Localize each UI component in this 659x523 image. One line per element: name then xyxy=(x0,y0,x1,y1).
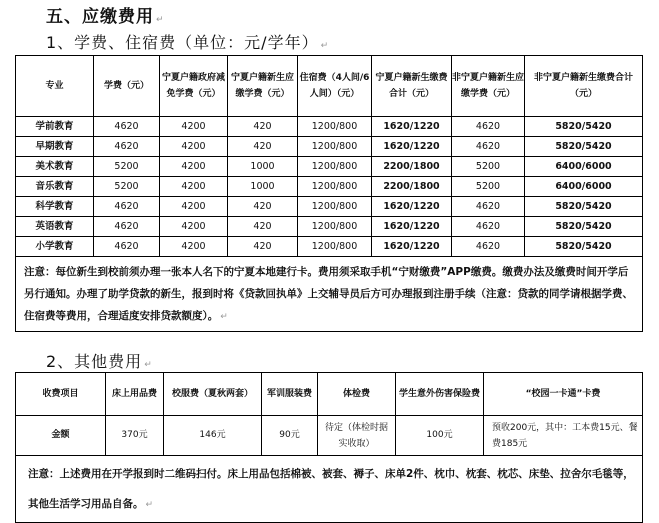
table-row xyxy=(16,157,643,177)
cell-tuition: 4620 xyxy=(94,237,160,257)
cell-dorm-fee: 1200/800 xyxy=(298,197,372,217)
header-fee-item: 收费项目 xyxy=(16,373,106,416)
cell-nonlocal-total: 5820/5420 xyxy=(525,117,643,137)
cell-gov-reduction: 4200 xyxy=(160,157,228,177)
cell-local-tuition: 420 xyxy=(228,197,298,217)
cell-dorm-fee: 1200/800 xyxy=(298,117,372,137)
amount-insurance: 100元 xyxy=(396,416,484,456)
cell-major: 美术教育 xyxy=(16,157,94,177)
cell-local-total: 2200/1800 xyxy=(372,157,452,177)
cell-dorm-fee: 1200/800 xyxy=(298,177,372,197)
cell-major: 英语教育 xyxy=(16,217,94,237)
cell-nonlocal-total: 5820/5420 xyxy=(525,137,643,157)
cell-nonlocal-tuition: 4620 xyxy=(452,197,525,217)
table-row xyxy=(16,217,643,237)
cell-gov-reduction: 4200 xyxy=(160,237,228,257)
header-local-tuition: 宁夏户籍新生应缴学费（元） xyxy=(228,56,298,117)
table-row xyxy=(16,137,643,157)
header-gov-reduction: 宁夏户籍政府减免学费（元） xyxy=(160,56,228,117)
cell-dorm-fee: 1200/800 xyxy=(298,157,372,177)
cell-nonlocal-total: 5820/5420 xyxy=(525,197,643,217)
cell-major: 小学教育 xyxy=(16,237,94,257)
cell-local-tuition: 420 xyxy=(228,117,298,137)
cell-local-total: 1620/1220 xyxy=(372,197,452,217)
amount-uniform: 146元 xyxy=(164,416,262,456)
cell-nonlocal-tuition: 4620 xyxy=(452,237,525,257)
cell-tuition: 4620 xyxy=(94,117,160,137)
header-uniform: 校服费（夏秋两套） xyxy=(164,373,262,416)
cell-local-total: 1620/1220 xyxy=(372,137,452,157)
cell-local-tuition: 420 xyxy=(228,137,298,157)
cell-gov-reduction: 4200 xyxy=(160,177,228,197)
table-row xyxy=(16,177,643,197)
table-header-row xyxy=(16,373,643,416)
header-campus-card: “校园一卡通”卡费 xyxy=(484,373,643,416)
header-medical-exam: 体检费 xyxy=(318,373,396,416)
cell-nonlocal-total: 5820/5420 xyxy=(525,237,643,257)
header-nonlocal-total: 非宁夏户籍新生缴费合计（元） xyxy=(525,56,643,117)
cell-dorm-fee: 1200/800 xyxy=(298,137,372,157)
section-title: 五、应缴费用 ↵ xyxy=(46,7,165,27)
cell-tuition: 4620 xyxy=(94,197,160,217)
table-header-row xyxy=(16,56,643,117)
cell-local-total: 1620/1220 xyxy=(372,217,452,237)
other-fees-table xyxy=(15,372,643,523)
header-military-uniform: 军训服装费 xyxy=(262,373,318,416)
cell-nonlocal-tuition: 5200 xyxy=(452,177,525,197)
amount-medical-exam: 待定（体检时据实收取） xyxy=(318,416,396,456)
subsection-title-other: 2、其他费用 ↵ xyxy=(46,352,153,371)
cell-major: 音乐教育 xyxy=(16,177,94,197)
cell-nonlocal-tuition: 4620 xyxy=(452,117,525,137)
cell-major: 早期教育 xyxy=(16,137,94,157)
header-nonlocal-tuition: 非宁夏户籍新生应缴学费（元） xyxy=(452,56,525,117)
cell-gov-reduction: 4200 xyxy=(160,137,228,157)
tuition-table xyxy=(15,55,643,332)
header-major: 专业 xyxy=(16,56,94,117)
cell-nonlocal-total: 5820/5420 xyxy=(525,217,643,237)
cell-nonlocal-total: 6400/6000 xyxy=(525,177,643,197)
cell-tuition: 5200 xyxy=(94,177,160,197)
table-row xyxy=(16,117,643,137)
amount-campus-card: 预收200元，其中：工本费15元、餐费185元 xyxy=(484,416,643,456)
cell-local-tuition: 1000 xyxy=(228,177,298,197)
header-local-total: 宁夏户籍新生缴费合计（元） xyxy=(372,56,452,117)
cell-major: 科学教育 xyxy=(16,197,94,217)
cell-local-total: 2200/1800 xyxy=(372,177,452,197)
table-row xyxy=(16,197,643,217)
amount-label: 金额 xyxy=(16,416,106,456)
cell-nonlocal-total: 6400/6000 xyxy=(525,157,643,177)
cell-local-total: 1620/1220 xyxy=(372,237,452,257)
header-insurance: 学生意外伤害保险费 xyxy=(396,373,484,416)
cell-gov-reduction: 4200 xyxy=(160,217,228,237)
cell-major: 学前教育 xyxy=(16,117,94,137)
cell-tuition: 4620 xyxy=(94,137,160,157)
header-tuition: 学费（元） xyxy=(94,56,160,117)
cell-local-tuition: 1000 xyxy=(228,157,298,177)
other-fees-note: 注意：上述费用在开学报到时二维码扫付。床上用品包括棉被、被套、褥子、床单2件、枕巾、枕套、枕芯、床垫、拉舍尔毛毯等，其他生活学习用品自备。 ↵ xyxy=(16,456,643,523)
header-dorm-fee: 住宿费（4人间/6人间）（元） xyxy=(298,56,372,117)
header-bedding: 床上用品费 xyxy=(106,373,164,416)
amount-military-uniform: 90元 xyxy=(262,416,318,456)
cell-dorm-fee: 1200/800 xyxy=(298,217,372,237)
table-row xyxy=(16,237,643,257)
cell-nonlocal-tuition: 5200 xyxy=(452,157,525,177)
cell-local-tuition: 420 xyxy=(228,237,298,257)
table-row xyxy=(16,416,643,456)
cell-dorm-fee: 1200/800 xyxy=(298,237,372,257)
cell-gov-reduction: 4200 xyxy=(160,117,228,137)
cell-tuition: 5200 xyxy=(94,157,160,177)
cell-gov-reduction: 4200 xyxy=(160,197,228,217)
cell-local-tuition: 420 xyxy=(228,217,298,237)
subsection-title-fees: 1、学费、住宿费（单位：元/学年） ↵ xyxy=(46,33,330,52)
cell-local-total: 1620/1220 xyxy=(372,117,452,137)
cell-nonlocal-tuition: 4620 xyxy=(452,137,525,157)
cell-tuition: 4620 xyxy=(94,217,160,237)
cell-nonlocal-tuition: 4620 xyxy=(452,217,525,237)
amount-bedding: 370元 xyxy=(106,416,164,456)
tuition-note: 注意：每位新生到校前须办理一张本人名下的宁夏本地建行卡。费用须采取手机“宁财缴费”APP缴费。缴费办法及缴费时间开学后另行通知。办理了助学贷款的新生，报到时将《贷款回执单》上交辅导员后方可办理报到注册手续（注意：贷款的同学请根据学费、住宿费等费用，合理适度安排贷款额度）。 ↵ xyxy=(16,257,643,332)
